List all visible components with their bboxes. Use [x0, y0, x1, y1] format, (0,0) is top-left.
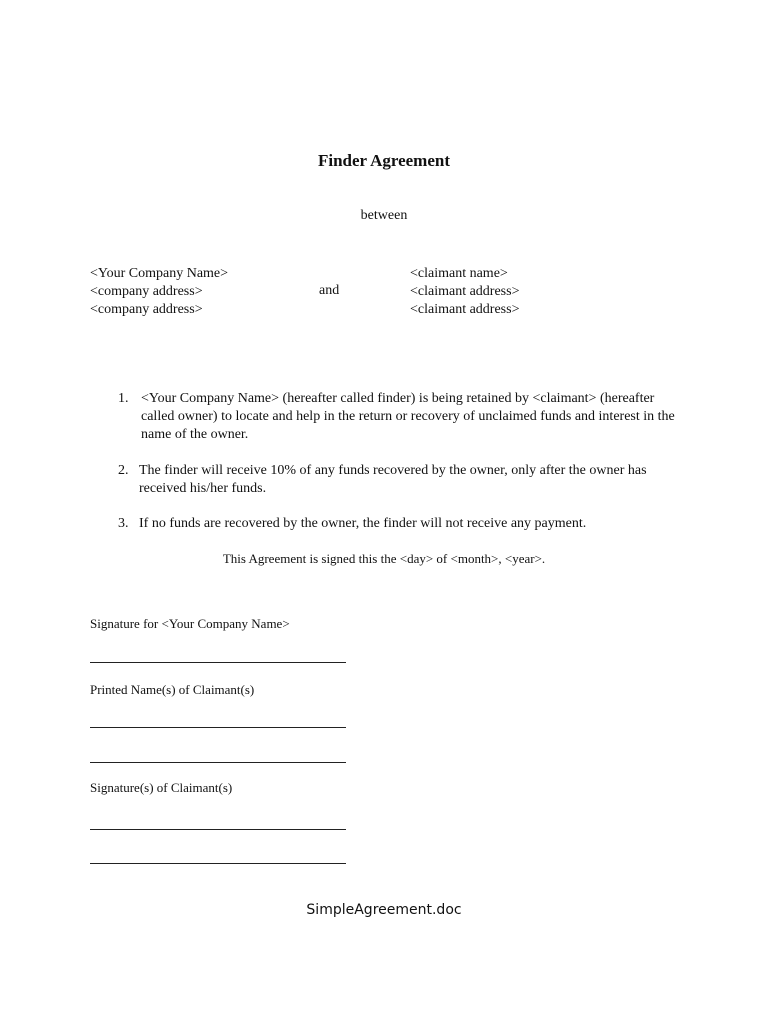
clause-1: [118, 390, 678, 446]
claimant-address-line-1: <claimant address>: [410, 284, 520, 299]
company-signature-label: Signature for <Your Company Name>: [90, 616, 290, 631]
clause-2-text: The finder will receive 10% of any funds recovered by the owner, only after the owner has received his/her funds.: [139, 463, 647, 496]
between-text: between: [360, 208, 408, 223]
clause-1-text: <Your Company Name> (hereafter called finder) is being retained by <claimant> (hereafter called owner) to locate and help in the return or recovery of unclaimed funds and interest in the name of the owner.: [141, 391, 675, 442]
claimant-signatures-label: Signature(s) of Claimant(s): [90, 780, 233, 795]
company-address-line-1: <company address>: [90, 284, 203, 299]
and-text: and: [319, 283, 340, 298]
clause-3-number: 3.: [118, 516, 129, 531]
claimant-address-line-2: <claimant address>: [410, 302, 520, 317]
company-name: <Your Company Name>: [90, 266, 229, 281]
claimant-signature-line-2[interactable]: [90, 863, 346, 864]
clause-3: [118, 515, 678, 535]
printed-names-label: Printed Name(s) of Claimant(s): [90, 682, 255, 697]
signed-statement: This Agreement is signed this the <day> of <month>, <year>.: [222, 551, 546, 566]
claimant-name: <claimant name>: [410, 266, 508, 281]
document-title: Finder Agreement: [317, 151, 451, 170]
company-party-block: [90, 265, 228, 319]
clause-3-text: If no funds are recovered by the owner, the finder will not receive any payment.: [139, 516, 587, 531]
printed-name-line-1[interactable]: [90, 727, 346, 728]
footer-filename: SimpleAgreement.doc: [306, 902, 462, 918]
company-signature-line[interactable]: [90, 662, 346, 663]
printed-name-line-2[interactable]: [90, 762, 346, 763]
clause-2-number: 2.: [118, 463, 129, 478]
company-address-line-2: <company address>: [90, 302, 203, 317]
claimant-signature-line-1[interactable]: [90, 829, 346, 830]
clause-2: [118, 462, 678, 500]
claimant-party-block: [410, 265, 519, 319]
clause-1-number: 1.: [118, 391, 129, 406]
